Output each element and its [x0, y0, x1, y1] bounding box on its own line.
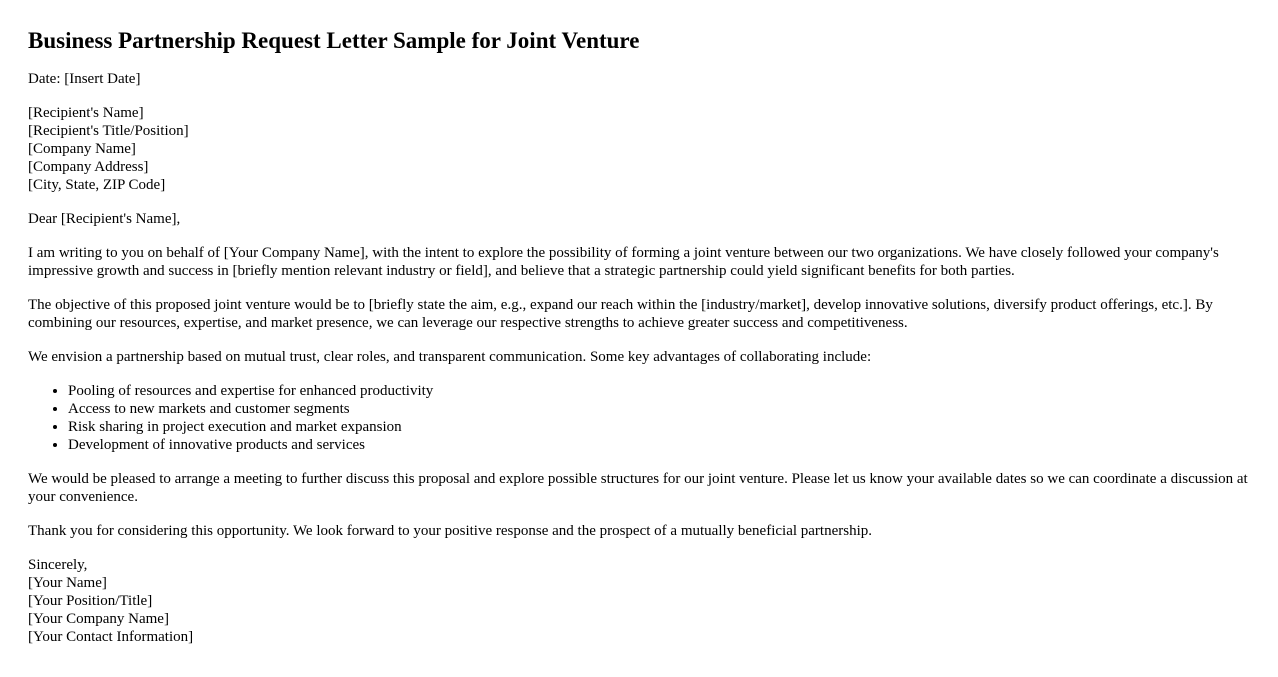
- body-paragraph-objective: The objective of this proposed joint venture would be to [briefly state the aim, e.g., expand our reach within the [industry/market], develop innovative solutions, diversify product offerings, etc.]. By combining our resources, expertise, and market presence, we can leverage our respective strengths to achieve greater success and competitiveness.: [28, 297, 1213, 331]
- document-title: Business Partnership Request Letter Sample for Joint Venture: [28, 28, 640, 53]
- body-paragraph-intro: I am writing to you on behalf of [Your Company Name], with the intent to explore the possibility of forming a joint venture between our two organizations. We have closely followed your company's impressive growth and success in [briefly mention relevant industry or field], and believe that a strategic partnership could yield significant benefits for both parties.: [28, 245, 1219, 279]
- letter-page: [0, 27, 1278, 646]
- recipient-address-block: [28, 104, 1250, 194]
- list-item: • Development of innovative products and services: [68, 436, 1250, 454]
- body-paragraph-vision: We envision a partnership based on mutual trust, clear roles, and transparent communication. Some key advantages of collaborating include:: [28, 349, 872, 365]
- list-item: • Risk sharing in project execution and market expansion: [68, 418, 1250, 436]
- list-item: • Pooling of resources and expertise for enhanced productivity: [68, 382, 1250, 400]
- recipient-title: [Recipient's Title/Position]: [28, 123, 189, 139]
- signoff-closing: Sincerely,: [28, 557, 88, 573]
- advantages-list: [28, 382, 1250, 454]
- closing-paragraph-thanks: Thank you for considering this opportunity. We look forward to your positive response and the prospect of a mutually beneficial partnership.: [28, 523, 873, 539]
- recipient-city-state-zip: [City, State, ZIP Code]: [28, 177, 166, 193]
- date-line: Date: [Insert Date]: [28, 71, 141, 87]
- signoff-name: [Your Name]: [28, 575, 107, 591]
- closing-paragraph-meeting: We would be pleased to arrange a meeting to further discuss this proposal and explore possible structures for our joint venture. Please let us know your available dates so we can coordinate a discussion at your convenience.: [28, 471, 1248, 505]
- list-item: • Access to new markets and customer segments: [68, 400, 1250, 418]
- recipient-company: [Company Name]: [28, 141, 136, 157]
- recipient-name: [Recipient's Name]: [28, 105, 144, 121]
- salutation: Dear [Recipient's Name],: [28, 211, 181, 227]
- signoff-position: [Your Position/Title]: [28, 593, 153, 609]
- recipient-address: [Company Address]: [28, 159, 149, 175]
- signature-block: [28, 556, 1250, 646]
- signoff-contact: [Your Contact Information]: [28, 629, 194, 645]
- signoff-company: [Your Company Name]: [28, 611, 169, 627]
